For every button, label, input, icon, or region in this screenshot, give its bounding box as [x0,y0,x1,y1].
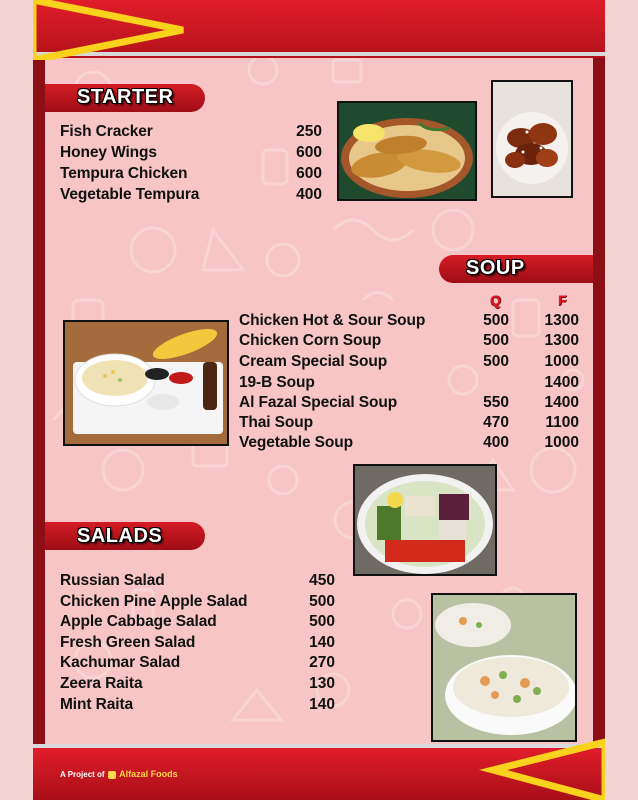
soup-title: SOUP [466,257,525,279]
soup-col-q: Q [490,292,501,308]
soup-item-q: 500 [483,353,509,370]
green-salad-image [355,466,495,574]
soup-item-name: Thai Soup [239,414,314,431]
soup-item-f: 1300 [544,332,579,349]
wings-bowl-image [493,82,571,196]
soup-item-f: 1000 [544,353,579,370]
top-yellow-accent [33,0,233,60]
soup-item-name: Al Fazal Special Soup [239,394,398,411]
starter-item-price: 400 [296,186,322,203]
salad-item-name: Chicken Pine Apple Salad [60,593,248,610]
soup-item-name: Vegetable Soup [239,434,354,451]
green-salad-photo [353,464,497,576]
soup-item-f: 1000 [544,434,579,451]
fish-cracker-photo [337,101,477,201]
soup-bowl-image [65,322,227,444]
soup-item-name: 19-B Soup [239,374,315,391]
starter-item-name: Vegetable Tempura [60,186,200,203]
starter-item-price: 600 [296,144,322,161]
salad-item-name: Apple Cabbage Salad [60,613,217,630]
right-edge-strip [593,58,605,744]
footer-prefix: A Project of [60,770,105,779]
soup-item-q: 470 [483,414,509,431]
starter-item-name: Honey Wings [60,144,157,161]
starter-item-price: 600 [296,165,322,182]
left-edge-strip [33,58,45,744]
salads-title: SALADS [77,525,163,547]
footer-credit [60,769,178,779]
footer-logo-icon [108,771,116,779]
starter-item-name: Tempura Chicken [60,165,188,182]
salad-item-name: Zeera Raita [60,675,143,692]
russian-salad-photo [431,593,577,742]
salad-item-price: 270 [309,654,335,671]
russian-salad-image [433,595,575,740]
salad-item-name: Russian Salad [60,572,165,589]
soup-item-f: 1400 [544,374,579,391]
soup-item-f: 1300 [544,312,579,329]
salad-item-price: 130 [309,675,335,692]
soup-item-name: Chicken Corn Soup [239,332,382,349]
salad-item-price: 500 [309,613,335,630]
salad-item-price: 500 [309,593,335,610]
soup-item-q: 500 [483,332,509,349]
honey-wings-photo [491,80,573,198]
salad-item-name: Kachumar Salad [60,654,181,671]
salad-item-price: 140 [309,634,335,651]
salad-item-name: Mint Raita [60,696,134,713]
soup-item-name: Chicken Hot & Sour Soup [239,312,426,329]
soup-item-f: 1400 [544,394,579,411]
salad-item-price: 450 [309,572,335,589]
fish-plate-image [339,103,475,199]
salad-item-name: Fresh Green Salad [60,634,196,651]
starter-title: STARTER [77,86,174,108]
soup-item-name: Cream Special Soup [239,353,388,370]
salad-item-price: 140 [309,696,335,713]
soup-photo [63,320,229,446]
soup-item-q: 500 [483,312,509,329]
soup-item-q: 400 [483,434,509,451]
starter-item-price: 250 [296,123,322,140]
bottom-yellow-accent [473,738,605,800]
footer-brand: Alfazal Foods [119,769,178,779]
soup-item-f: 1100 [545,414,579,431]
starter-item-name: Fish Cracker [60,123,153,140]
soup-col-f: F [558,292,567,308]
soup-item-q: 550 [483,394,509,411]
menu-page [33,0,605,800]
